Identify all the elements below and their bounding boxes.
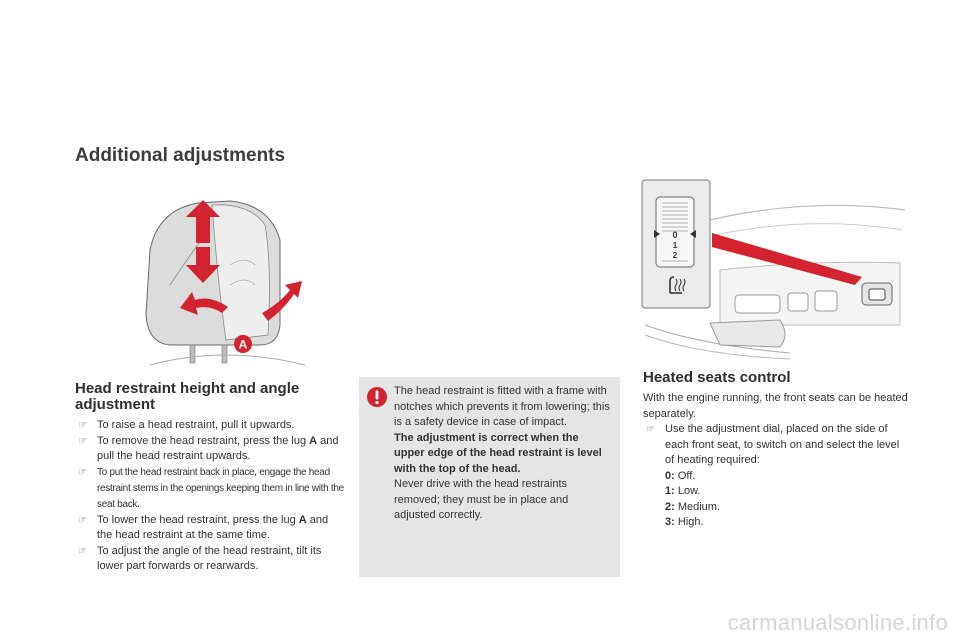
bullet-icon: ☞ (78, 514, 87, 526)
list-item: 3: High. (665, 516, 704, 528)
list-item: 0: Off. (665, 469, 696, 482)
head-restraint-heading: Head restraint height and angle adjustment (75, 380, 300, 413)
heated-seats-body (643, 391, 908, 531)
list-item: ☞ To adjust the angle of the head restraint, tilt its lower part forwards or rearwards. (78, 544, 322, 572)
list-item: ☞ To lower the head restraint, press the lug A and the head restraint at the same time. (78, 513, 329, 541)
warning-text-2: Never drive with the head restraints removed; they must be in place and adjusted correctly. (394, 478, 569, 521)
bullet-icon: ☞ (78, 545, 87, 557)
list-item: 2: Medium. (665, 500, 721, 513)
warning-bold-text: The adjustment is correct when the upper edge of the head restraint is level with the top of the head. (394, 431, 602, 475)
heating-levels (643, 469, 908, 531)
warning-icon (366, 386, 388, 408)
list-item: ☞ To raise a head restraint, pull it upwards. (75, 418, 345, 434)
watermark: carmanualsonline.info (727, 610, 948, 635)
heated-seats-steps (643, 422, 908, 469)
warning-text: The head restraint is fitted with a frame with notches which prevents it from lowering; this is a safety device in case of impact. (394, 385, 610, 428)
list-item: ☞ To remove the head restraint, press the lug A and pull the head restraint upwards. (78, 434, 339, 462)
list-item: ☞ To put the head restraint back in place, engage the head restraint stems in the openings keeping them in line with the seat back. (78, 466, 344, 510)
svg-text:A: A (238, 337, 248, 352)
dial-label-0: 0 (672, 230, 678, 240)
heated-seats-heading: Heated seats control (643, 369, 791, 386)
list-item: ☞ Use the adjustment dial, placed on the side of each front seat, to switch on and select the level of heating required: (646, 423, 900, 466)
heated-seats-intro: With the engine running, the front seats can be heated separately. (643, 392, 908, 420)
dial-label-1: 1 (672, 241, 678, 250)
list-item: 1: Low. (665, 485, 701, 497)
head-restraint-steps (75, 418, 345, 575)
head-restraint-illustration (130, 195, 320, 370)
bullet-icon: ☞ (78, 466, 87, 478)
bullet-icon: ☞ (78, 435, 87, 447)
heating-dial (654, 197, 696, 267)
page-title: Additional adjustments (75, 145, 286, 166)
bullet-icon: ☞ (78, 420, 87, 431)
bullet-icon: ☞ (646, 424, 655, 435)
warning-box (359, 377, 620, 577)
lug-a-marker (234, 335, 252, 353)
dial-label-2: 2 (672, 251, 678, 260)
heated-seat-illustration (640, 175, 910, 360)
